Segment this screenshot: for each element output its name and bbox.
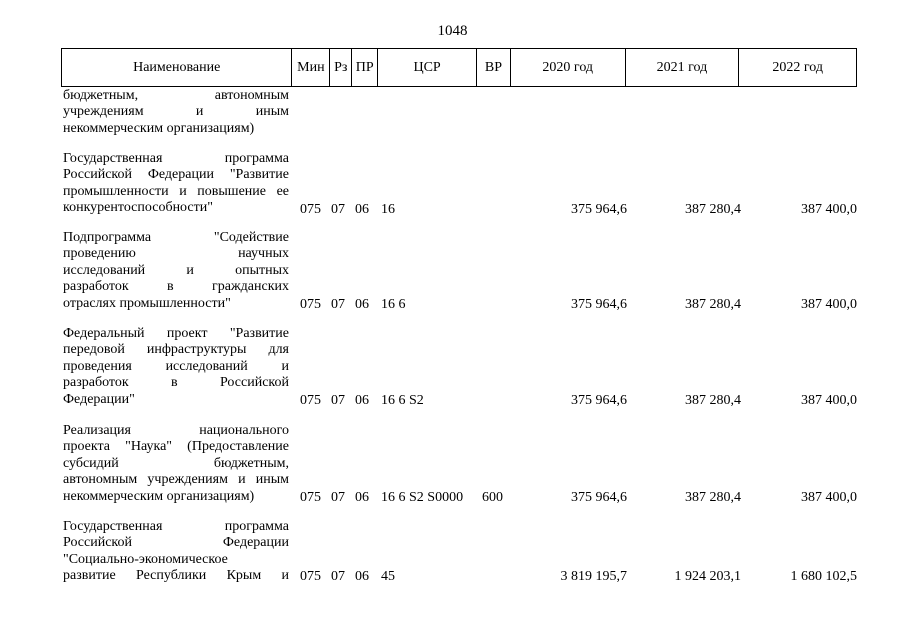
row-name-line: некоммерческим организациям)	[63, 488, 255, 504]
row-2020: 375 964,6	[571, 490, 627, 505]
row-name	[63, 230, 289, 312]
row-name-line: проведения исследований и	[63, 358, 289, 374]
row-name-line: проекта "Наука" (Предоставление	[63, 439, 289, 455]
row-rz: 07	[331, 202, 345, 217]
row-name-line: Подпрограмма "Содействие	[63, 230, 289, 245]
row-name-line: некоммерческим организациям)	[63, 120, 255, 136]
row-min: 075	[300, 490, 321, 505]
row-2021: 387 280,4	[685, 202, 741, 217]
row-csr: 16 6	[381, 297, 406, 312]
row-name-line: конкурентоспособности"	[63, 200, 213, 216]
row-pr: 06	[355, 297, 369, 312]
row-rz: 07	[331, 297, 345, 312]
row-name-line: развитие Республики Крым и	[63, 568, 289, 584]
header-pr: ПР	[352, 49, 378, 86]
row-name	[63, 88, 289, 137]
row-csr: 16	[381, 202, 395, 217]
row-pr: 06	[355, 393, 369, 408]
row-min: 075	[300, 297, 321, 312]
header-rz: Рз	[330, 49, 352, 86]
row-name-line: отраслях промышленности"	[63, 295, 231, 311]
header-name: Наименование	[62, 49, 292, 86]
row-2021: 1 924 203,1	[674, 569, 741, 584]
header-csr: ЦСР	[378, 49, 477, 86]
row-name-line: "Социально-экономическое	[63, 551, 228, 567]
row-name	[63, 423, 289, 505]
row-min: 075	[300, 202, 321, 217]
row-vr: 600	[482, 490, 503, 505]
row-name-line: Федеральный проект "Развитие	[63, 326, 289, 341]
header-min: Мин	[292, 49, 330, 86]
row-name-line: передовой инфраструктуры для	[63, 342, 289, 358]
row-name-line: автономным учреждениям и иным	[63, 472, 289, 488]
row-name-line: Российской Федерации	[63, 535, 289, 551]
row-2022: 387 400,0	[801, 490, 857, 505]
row-name-line: учреждениям и иным	[63, 104, 289, 120]
row-2022: 1 680 102,5	[790, 569, 857, 584]
row-name-line: проведению научных	[63, 246, 289, 262]
row-2020: 375 964,6	[571, 202, 627, 217]
row-pr: 06	[355, 569, 369, 584]
row-rz: 07	[331, 393, 345, 408]
row-name-line: Государственная программа	[63, 151, 289, 166]
header-2022: 2022 год	[772, 59, 823, 75]
row-name	[63, 326, 289, 408]
row-rz: 07	[331, 490, 345, 505]
page-number: 1048	[437, 23, 468, 39]
row-name-line: бюджетным, автономным	[63, 88, 289, 103]
row-2022: 387 400,0	[801, 393, 857, 408]
row-2021: 387 280,4	[685, 393, 741, 408]
row-csr: 16 6 S2 S0000	[381, 490, 464, 505]
row-name-line: Федерации"	[63, 391, 135, 407]
row-name	[63, 519, 289, 585]
row-min: 075	[300, 569, 321, 584]
row-2022: 387 400,0	[801, 297, 857, 312]
row-name-line: разработок в Российской	[63, 375, 289, 391]
row-2022: 387 400,0	[801, 202, 857, 217]
row-csr: 16 6 S2	[381, 393, 424, 408]
row-2021: 387 280,4	[685, 490, 741, 505]
row-csr: 45	[381, 569, 395, 584]
row-min: 075	[300, 393, 321, 408]
row-rz: 07	[331, 569, 345, 584]
row-2021: 387 280,4	[685, 297, 741, 312]
header-2020: 2020 год	[511, 49, 626, 86]
row-2020: 375 964,6	[571, 393, 627, 408]
row-name-line: Российской Федерации "Развитие	[63, 167, 289, 183]
row-name-line: субсидий бюджетным,	[63, 455, 289, 471]
row-name-line: Государственная программа	[63, 519, 289, 534]
row-pr: 06	[355, 490, 369, 505]
row-name-line: исследований и опытных	[63, 262, 289, 278]
row-name-line: Реализация национального	[63, 423, 289, 438]
row-name	[63, 151, 289, 217]
row-2020: 375 964,6	[571, 297, 627, 312]
header-2021: 2021 год	[626, 49, 740, 86]
row-2020: 3 819 195,7	[560, 569, 627, 584]
row-pr: 06	[355, 202, 369, 217]
row-name-line: промышленности и повышение ее	[63, 183, 289, 199]
header-vr: ВР	[477, 49, 511, 86]
row-name-line: разработок в гражданских	[63, 279, 289, 295]
